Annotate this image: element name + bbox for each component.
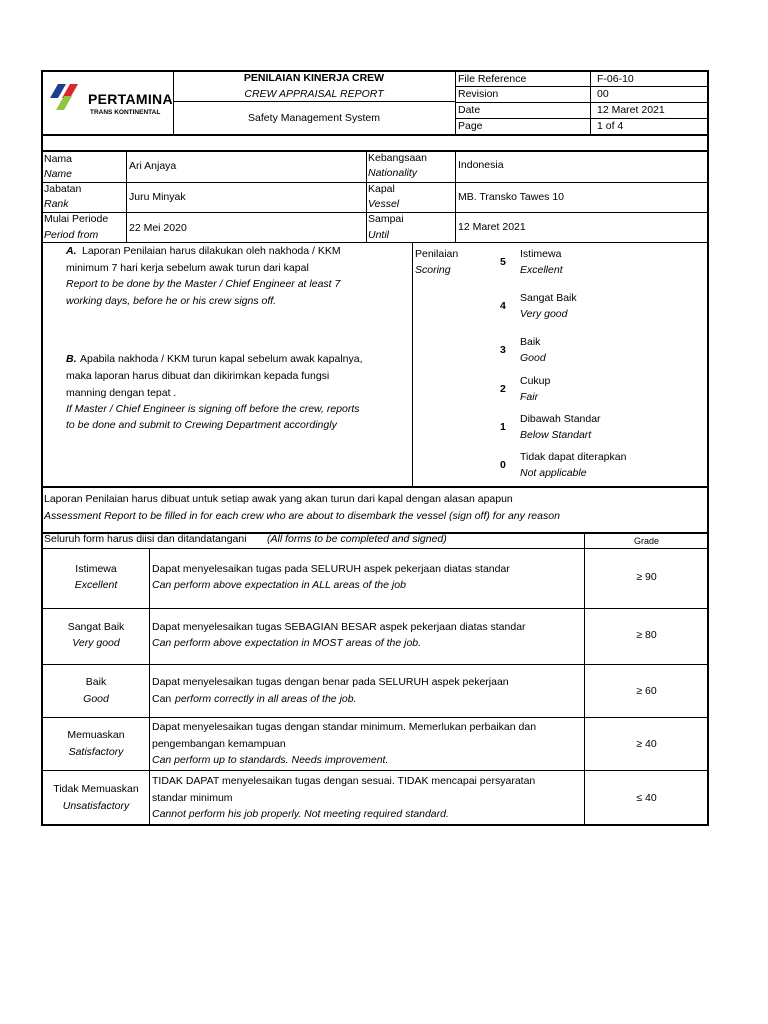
grade-row-istimewa-threshold: ≥ 90 xyxy=(636,571,657,583)
score-1-label-en: Below Standart xyxy=(520,429,592,441)
grade-row-sangat-baik-desc-id: Dapat menyelesaikan tugas SEBAGIAN BESAR aspek pekerjaan diatas standar xyxy=(152,621,526,633)
grades-header-en: (All forms to be completed and signed) xyxy=(267,533,447,545)
instruction-a-letter: A. xyxy=(66,245,77,257)
instruction-b-letter: B. xyxy=(66,353,77,365)
scoring-label: Penilaian xyxy=(415,248,459,260)
score-2: 2 xyxy=(500,383,506,395)
kapal-label-en: Vessel xyxy=(368,198,400,210)
score-1: 1 xyxy=(500,421,506,433)
grade-row-tidak-memuaskan-label: Tidak Memuaskan xyxy=(53,783,139,795)
score-4-label: Sangat Baik xyxy=(520,292,577,304)
grade-row-baik-label: Baik xyxy=(85,676,107,688)
report-title-id: PENILAIAN KINERJA CREW xyxy=(243,72,385,84)
grade-row-memuaskan-desc-en: Can perform up to standards. Needs improvement. xyxy=(152,754,389,766)
grade-row-istimewa-desc-id: Dapat menyelesaikan tugas pada SELURUH aspek pekerjaan diatas standar xyxy=(152,563,510,575)
mulai-periode-label-en: Period from xyxy=(44,229,99,241)
instruction-b-id-line3: manning dengan tepat . xyxy=(66,387,177,399)
instruction-b-en-line1: If Master / Chief Engineer is signing off before the crew, reports xyxy=(66,403,360,415)
meta-value-revision: 00 xyxy=(597,88,609,100)
pertamina-logo-icon xyxy=(50,82,86,112)
instruction-a-en-line1: Report to be done by the Master / Chief Engineer at least 7 xyxy=(66,278,341,290)
grade-row-memuaskan-label-en: Satisfactory xyxy=(68,746,124,758)
grade-row-istimewa-label: Istimewa xyxy=(75,563,117,575)
meta-value-page: 1 of 4 xyxy=(597,120,624,132)
sampai-value: 12 Maret 2021 xyxy=(458,221,526,233)
jabatan-value: Juru Minyak xyxy=(129,191,186,203)
logo-name: PERTAMINA xyxy=(88,91,173,107)
score-4-label-en: Very good xyxy=(520,308,568,320)
grade-row-memuaskan-label: Memuaskan xyxy=(67,729,125,741)
grade-row-sangat-baik-desc-en: Can perform above expectation in MOST areas of the job. xyxy=(152,637,422,649)
grade-row-baik-threshold: ≥ 60 xyxy=(636,685,657,697)
grade-column-header: Grade xyxy=(633,536,659,546)
grade-row-tidak-memuaskan-label-en: Unsatisfactory xyxy=(62,800,130,812)
nama-value: Ari Anjaya xyxy=(129,160,177,172)
kapal-value: MB. Transko Tawes 10 xyxy=(458,191,565,203)
score-0-label: Tidak dapat diterapkan xyxy=(520,451,627,463)
grade-row-tidak-memuaskan-desc-en: Cannot perform his job properly. Not meeting required standard. xyxy=(152,808,449,820)
score-5-label-en: Excellent xyxy=(520,264,563,276)
grade-row-sangat-baik-threshold: ≥ 80 xyxy=(636,629,657,641)
score-0-label-en: Not applicable xyxy=(520,467,587,479)
score-3-label: Baik xyxy=(520,336,541,348)
instruction-b-en-line2: to be done and submit to Crewing Department accordingly xyxy=(66,419,337,431)
sampai-label-en: Until xyxy=(368,229,390,241)
nama-label: Nama xyxy=(44,153,73,165)
kebangsaan-value: Indonesia xyxy=(458,159,504,171)
kapal-label: Kapal xyxy=(368,183,395,195)
grade-row-tidak-memuaskan-threshold: ≤ 40 xyxy=(636,792,657,804)
kebangsaan-label-en: Nationality xyxy=(368,167,418,179)
score-5-label: Istimewa xyxy=(520,248,562,260)
notice-en: Assessment Report to be filled in for each crew who are about to disembark the vessel (sign off) for any reason xyxy=(44,510,560,522)
notice-id: Laporan Penilaian harus dibuat untuk setiap awak yang akan turun dari kapal dengan alasan apapun xyxy=(44,493,513,505)
instruction-a-id-line2: minimum 7 hari kerja sebelum awak turun dari kapal xyxy=(66,262,309,274)
score-4: 4 xyxy=(500,300,506,312)
nama-label-en: Name xyxy=(44,168,73,180)
meta-label-file-reference: File Reference xyxy=(458,73,527,85)
grade-row-sangat-baik-label-en: Very good xyxy=(72,637,120,649)
meta-label-page: Page xyxy=(458,120,483,132)
score-5: 5 xyxy=(500,256,506,268)
grades-header-id: Seluruh form harus diisi dan ditandatangani xyxy=(44,533,247,545)
meta-value-date: 12 Maret 2021 xyxy=(597,104,665,116)
score-2-label: Cukup xyxy=(520,375,551,387)
grade-row-istimewa-desc-en: Can perform above expectation in ALL areas of the job xyxy=(152,579,406,591)
report-title-en: CREW APPRAISAL REPORT xyxy=(244,88,384,100)
jabatan-label: Jabatan xyxy=(44,183,82,195)
score-0: 0 xyxy=(500,459,506,471)
score-3: 3 xyxy=(500,344,506,356)
company-logo xyxy=(50,82,173,122)
grade-row-tidak-memuaskan-desc-id-line2: standar minimum xyxy=(152,792,233,804)
mulai-periode-label: Mulai Periode xyxy=(44,213,109,225)
score-3-label-en: Good xyxy=(520,352,546,364)
score-2-label-en: Fair xyxy=(520,391,539,403)
spacer-row xyxy=(41,136,709,150)
instruction-a-en-line2: working days, before he or his crew signs off. xyxy=(66,295,277,307)
grade-row-memuaskan-desc-id-line2: pengembangan kemampuan xyxy=(152,738,286,750)
jabatan-label-en: Rank xyxy=(44,198,69,210)
meta-label-revision: Revision xyxy=(458,88,499,100)
grade-row-memuaskan-threshold: ≥ 40 xyxy=(636,738,657,750)
sampai-label: Sampai xyxy=(368,213,404,225)
grade-row-baik-label-en: Good xyxy=(83,693,109,705)
score-1-label: Dibawah Standar xyxy=(520,413,601,425)
instruction-b-id-line1: Apabila nakhoda / KKM turun kapal sebelum awak kapalnya, xyxy=(80,353,363,365)
grade-row-tidak-memuaskan-desc-id-line1: TIDAK DAPAT menyelesaikan tugas dengan sesuai. TIDAK mencapai persyaratan xyxy=(152,775,536,787)
logo-subname: TRANS KONTINENTAL xyxy=(90,109,161,116)
grade-row-memuaskan-desc-id-line1: Dapat menyelesaikan tugas dengan standar minimum. Memerlukan perbaikan dan xyxy=(152,721,537,733)
meta-value-file-reference: F-06-10 xyxy=(597,73,634,85)
scoring-label-en: Scoring xyxy=(415,264,451,276)
grade-row-baik-desc-en-prefix: Can xyxy=(152,693,172,705)
kebangsaan-label: Kebangsaan xyxy=(368,152,427,164)
grade-row-sangat-baik-label: Sangat Baik xyxy=(67,621,125,633)
mulai-periode-value: 22 Mei 2020 xyxy=(129,222,187,234)
grade-row-istimewa-label-en: Excellent xyxy=(74,579,118,591)
grade-row-baik-desc-en: perform correctly in all areas of the job. xyxy=(175,693,357,705)
system-name: Safety Management System xyxy=(248,112,380,124)
meta-label-date: Date xyxy=(458,104,481,116)
grade-row-baik-desc-id: Dapat menyelesaikan tugas dengan benar pada SELURUH aspek pekerjaan xyxy=(152,676,509,688)
instruction-a-id-line1: Laporan Penilaian harus dilakukan oleh nakhoda / KKM xyxy=(82,245,341,257)
instruction-b-id-line2: maka laporan harus dibuat dan dikirimkan kepada fungsi xyxy=(66,370,330,382)
